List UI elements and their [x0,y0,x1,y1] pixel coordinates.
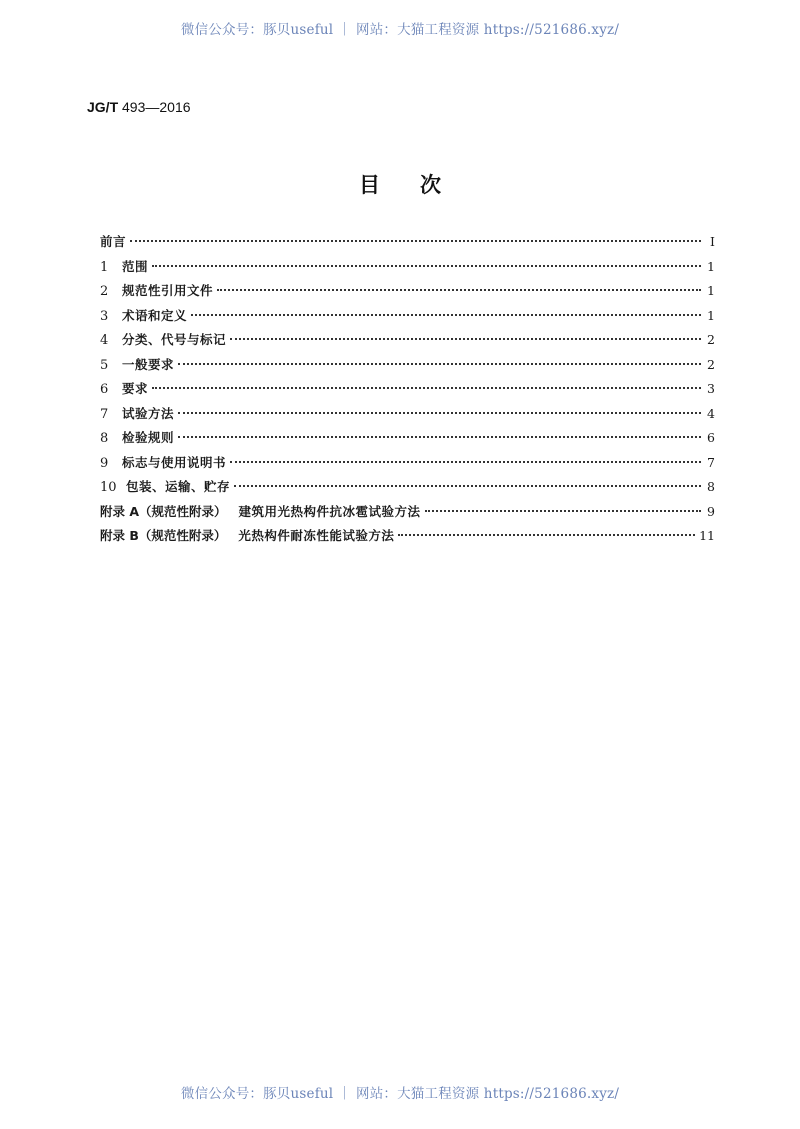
dot-leader [217,289,701,291]
dot-leader [130,240,701,242]
toc-number: 10 [100,480,117,495]
annex-tag: 附录 A（规范性附录） [100,503,227,519]
toc-number: 5 [100,357,109,373]
toc-page: 8 [707,479,715,494]
toc-entry-7[interactable] [100,404,715,429]
dot-leader [178,412,701,414]
toc-label: 分类、代号与标记 [122,332,227,347]
toc-entry-annex-b[interactable] [100,526,715,551]
toc-label: 检验规则 [122,430,175,445]
toc-page: 1 [707,307,715,323]
toc-page: 7 [707,454,715,470]
toc-page: 9 [707,503,715,519]
toc-label: 包装、运输、贮存 [126,479,231,494]
toc-entry-3[interactable] [100,306,715,331]
toc-label: 前言 [100,234,127,249]
toc-label: 试验方法 [122,405,175,421]
toc-label: 标志与使用说明书 [122,454,227,470]
toc-page: 1 [707,258,715,274]
toc-entry-9[interactable] [100,453,715,478]
toc-number: 8 [100,431,109,446]
toc-label: 范围 [122,258,149,274]
toc-entry-5[interactable] [100,355,715,380]
standard-code [87,99,191,115]
toc-page: 4 [707,405,715,421]
toc-page: 1 [707,283,715,298]
toc-entry-4[interactable] [100,330,715,355]
toc-number: 2 [100,284,109,299]
toc-label: 术语和定义 [122,307,188,323]
table-of-contents [100,232,715,551]
toc-entry-1[interactable] [100,257,715,282]
toc-page: 2 [707,356,715,372]
toc-entry-2[interactable] [100,281,715,306]
toc-page: 3 [707,381,715,396]
dot-leader [152,265,701,267]
toc-entry-10[interactable] [100,477,715,502]
toc-page: 11 [699,528,715,543]
toc-entry-foreword[interactable] [100,232,715,257]
watermark-bottom: 微信公众号：豚贝useful ｜ 网站：大猫工程资源 https://521686.xyz/ [180,1086,620,1102]
standard-number: 493—2016 [122,99,191,115]
dot-leader [234,485,701,487]
dot-leader [230,338,701,340]
toc-number: 1 [100,259,109,275]
toc-entry-annex-a[interactable] [100,502,715,527]
annex-tag: 附录 B（规范性附录） [100,528,227,543]
toc-page: 2 [707,332,715,347]
dot-leader [425,510,701,512]
dot-leader [152,387,701,389]
dot-leader [178,436,701,438]
standard-prefix: JG/T [87,99,119,115]
toc-page: Ⅰ [710,234,715,249]
toc-entry-8[interactable] [100,428,715,453]
dot-leader [178,363,701,365]
dot-leader [398,534,695,536]
dot-leader [230,461,701,463]
watermark-top: 微信公众号：豚贝useful ｜ 网站：大猫工程资源 https://521686.xyz/ [180,22,620,38]
toc-label: 建筑用光热构件抗冰雹试验方法 [238,503,421,519]
toc-label: 规范性引用文件 [122,283,214,298]
toc-page: 6 [707,430,715,445]
dot-leader [191,314,701,316]
toc-number: 4 [100,333,109,348]
toc-number: 7 [100,406,109,422]
page-title: 目次 [359,173,481,197]
toc-entry-6[interactable] [100,379,715,404]
toc-label: 要求 [122,381,149,396]
toc-number: 9 [100,455,109,471]
toc-label: 光热构件耐冻性能试验方法 [238,528,395,543]
toc-label: 一般要求 [122,356,175,372]
toc-number: 6 [100,382,109,397]
toc-number: 3 [100,308,109,324]
